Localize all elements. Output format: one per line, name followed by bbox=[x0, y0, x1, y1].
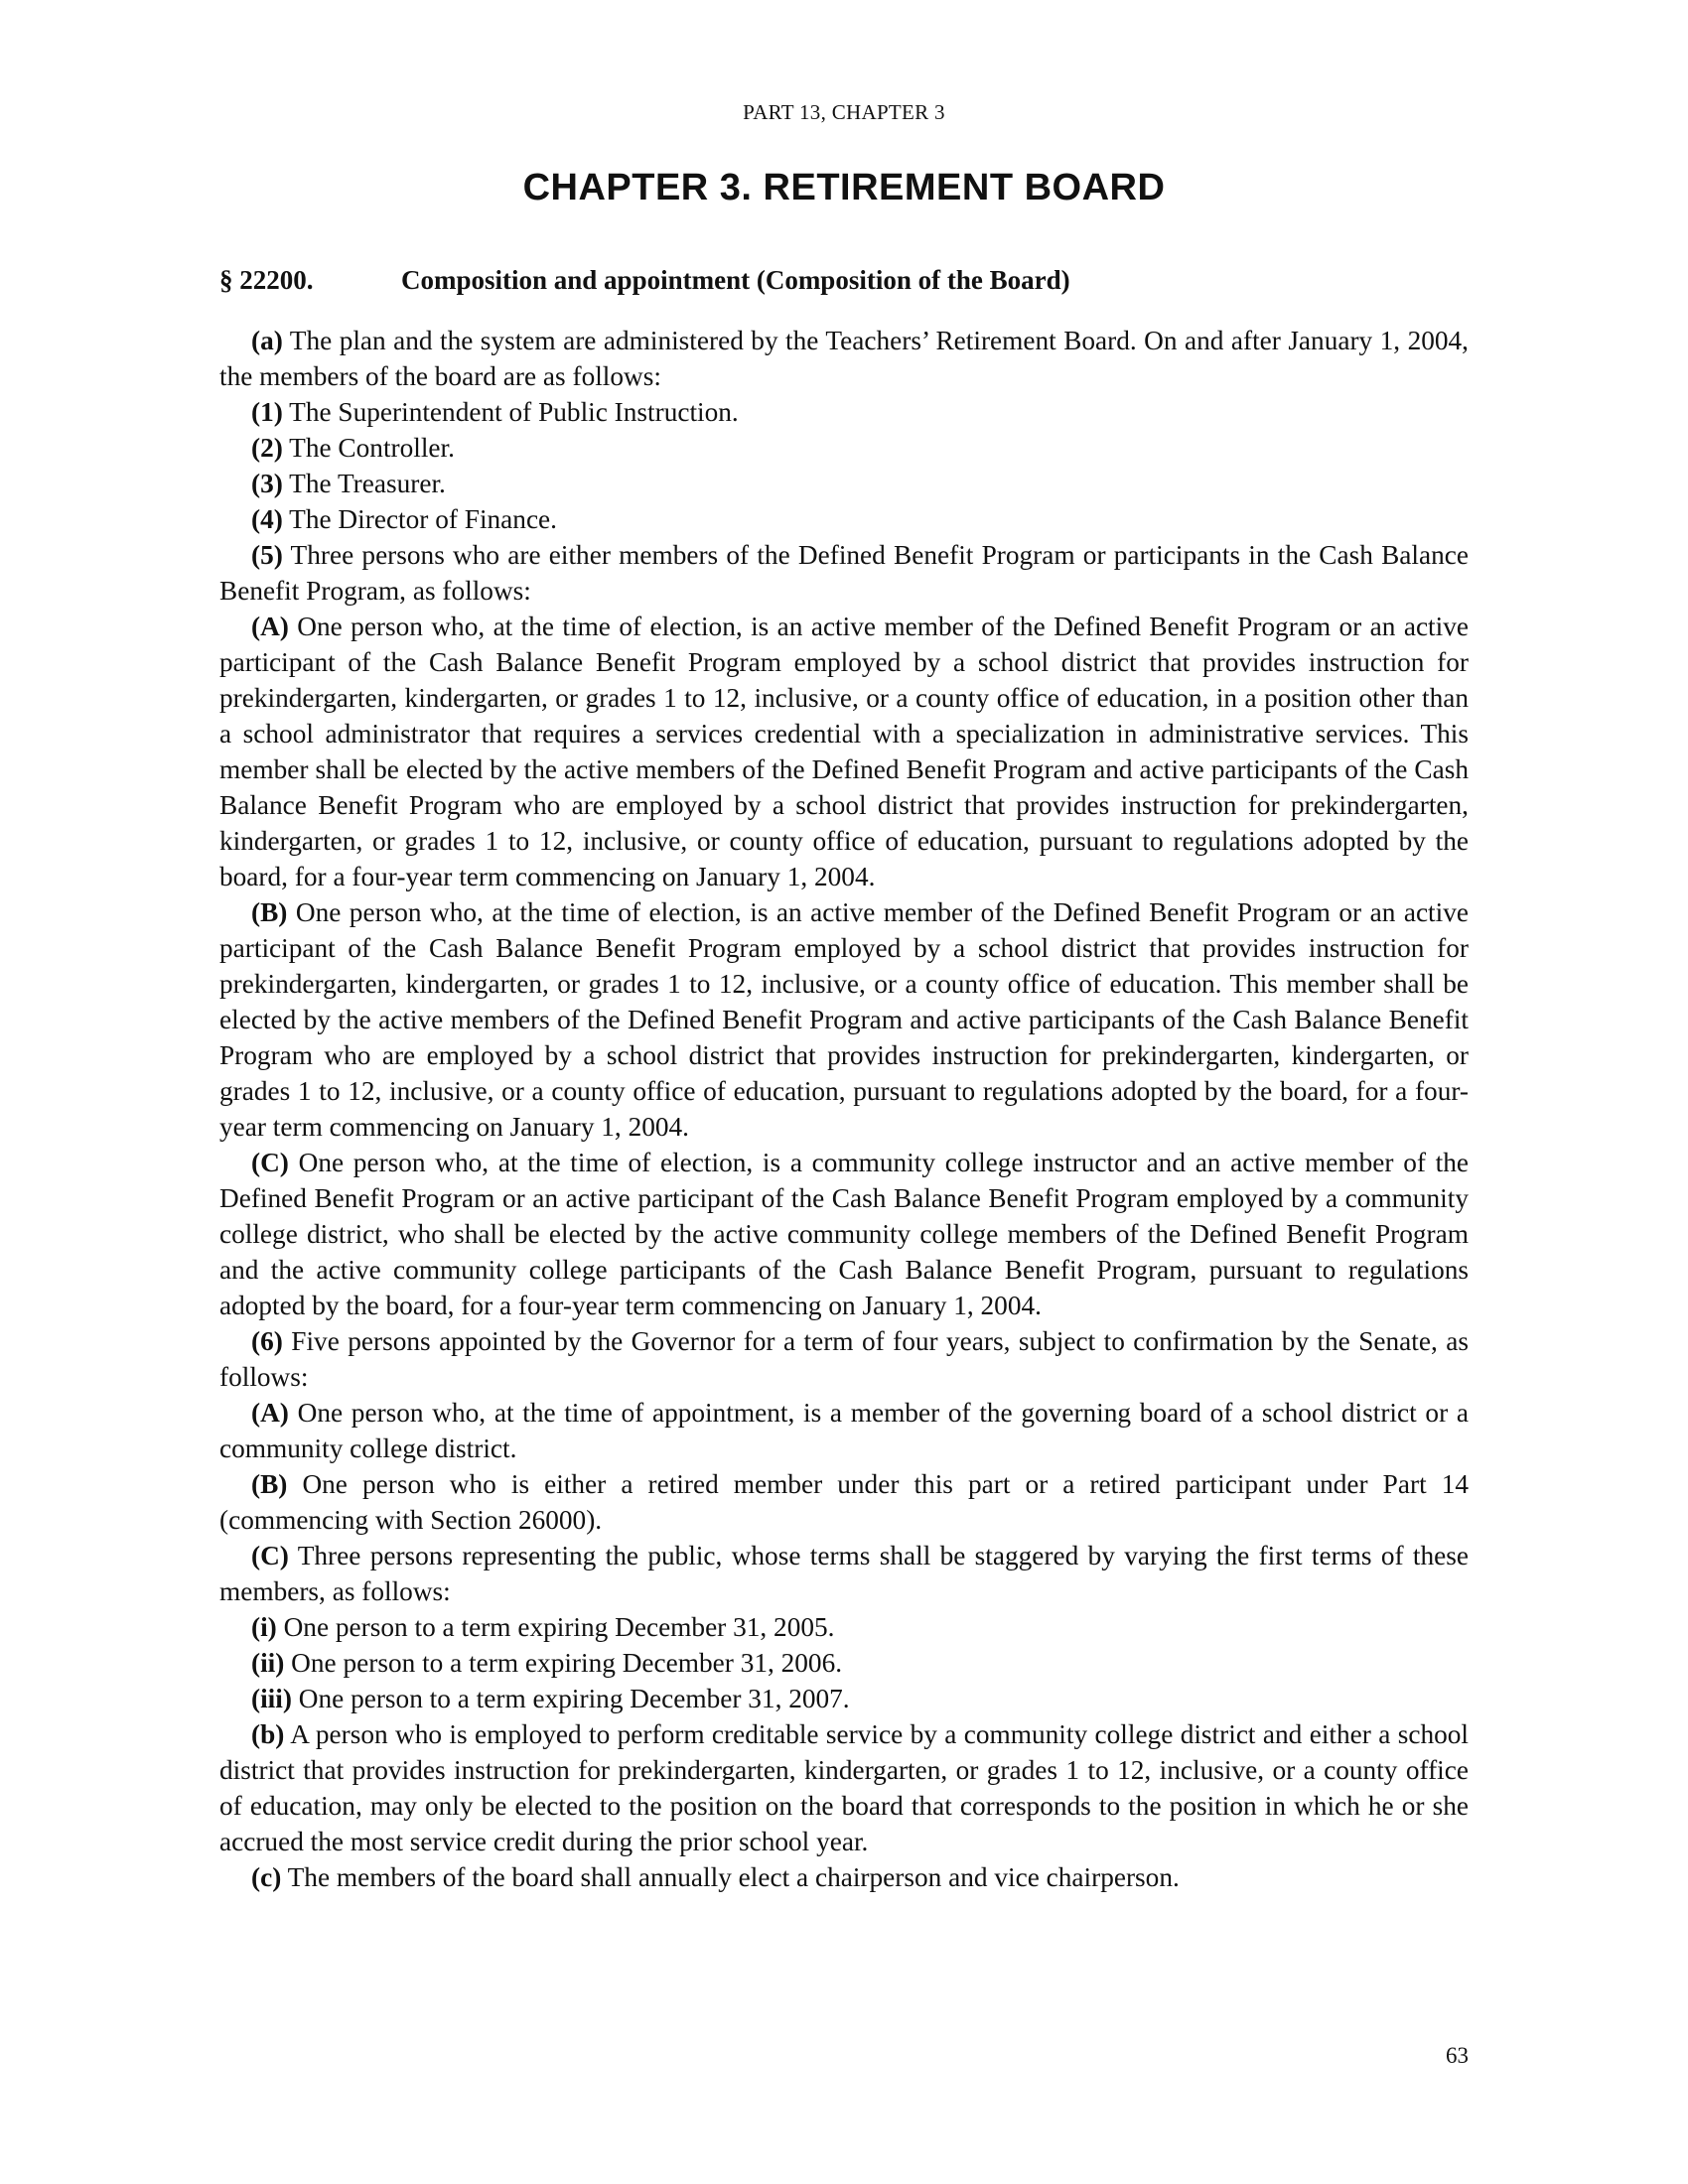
paragraph-6-C bbox=[219, 1538, 1469, 1609]
running-header: PART 13, CHAPTER 3 bbox=[743, 100, 945, 124]
paragraph-text: The plan and the system are administered by the Teachers’ Retirement Board. On and after January 1, 2004, the members of the board are as follows: bbox=[219, 326, 1469, 391]
paragraph-label: (A) bbox=[251, 1398, 289, 1428]
paragraph-text: One person to a term expiring December 31, 2005. bbox=[276, 1612, 835, 1642]
paragraph-6-A bbox=[219, 1395, 1469, 1466]
paragraph-text: The Controller. bbox=[282, 433, 455, 463]
paragraph-label: (6) bbox=[251, 1326, 283, 1356]
paragraph-label: (4) bbox=[251, 504, 283, 534]
paragraph-text: The members of the board shall annually elect a chairperson and vice chairperson. bbox=[281, 1862, 1180, 1892]
paragraph-text: One person to a term expiring December 31, 2006. bbox=[284, 1648, 843, 1678]
paragraph-2 bbox=[219, 430, 1469, 466]
paragraph-label: (a) bbox=[251, 326, 283, 355]
paragraph-label: (5) bbox=[251, 540, 283, 570]
paragraph-text: One person who is either a retired member under this part or a retired participant under Part 14 (commencing with Section 26000). bbox=[219, 1469, 1469, 1535]
page-number: 63 bbox=[1446, 2043, 1469, 2068]
paragraph-a bbox=[219, 323, 1469, 394]
paragraph-text: A person who is employed to perform creditable service by a community college district and either a school district that provides instruction for prekindergarten, kindergarten, or grades 1 to 12, inclusive, or a county office of education, may only be elected to the position on the board that corresponds to the position in which he or she accrued the most service credit during the prior school year. bbox=[219, 1719, 1469, 1856]
paragraph-text: One person who, at the time of appointment, is a member of the governing board of a school district or a community college district. bbox=[219, 1398, 1469, 1463]
paragraph-text: One person who, at the time of election, is an active member of the Defined Benefit Program or an active participant of the Cash Balance Benefit Program employed by a school district that provides instruction for prekindergarten, kindergarten, or grades 1 to 12, inclusive, or a county office of education. This member shall be elected by the active members of the Defined Benefit Program and active participants of the Cash Balance Benefit Program who are employed by a school district that provides instruction for prekindergarten, kindergarten, or grades 1 to 12, inclusive, or a county office of education, pursuant to regulations adopted by the board, for a four-year term commencing on January 1, 2004. bbox=[219, 897, 1469, 1142]
paragraph-text: Three persons representing the public, whose terms shall be staggered by varying the first terms of these members, as follows: bbox=[219, 1541, 1469, 1606]
paragraph-5-A bbox=[219, 609, 1469, 894]
paragraph-6-C-ii bbox=[219, 1645, 1469, 1681]
paragraph-text: The Director of Finance. bbox=[282, 504, 557, 534]
paragraph-label: (B) bbox=[251, 897, 288, 927]
paragraph-3 bbox=[219, 466, 1469, 501]
paragraph-label: (A) bbox=[251, 612, 289, 641]
paragraph-text: Five persons appointed by the Governor for a term of four years, subject to confirmation by the Senate, as follows: bbox=[219, 1326, 1469, 1392]
paragraph-text: One person to a term expiring December 31, 2007. bbox=[291, 1684, 850, 1713]
paragraph-text: One person who, at the time of election, is an active member of the Defined Benefit Program or an active participant of the Cash Balance Benefit Program employed by a school district that provides instruction for prekindergarten, kindergarten, or grades 1 to 12, inclusive, or a county office of education, in a position other than a school administrator that requires a services credential with a specialization in administrative services. This member shall be elected by the active members of the Defined Benefit Program and active participants of the Cash Balance Benefit Program who are employed by a school district that provides instruction for prekindergarten, kindergarten, or grades 1 to 12, inclusive, or county office of education, pursuant to regulations adopted by the board, for a four-year term commencing on January 1, 2004. bbox=[219, 612, 1469, 891]
paragraph-label: (2) bbox=[251, 433, 283, 463]
paragraph-6-B bbox=[219, 1466, 1469, 1538]
paragraph-1 bbox=[219, 394, 1469, 430]
paragraph-label: (B) bbox=[251, 1469, 288, 1499]
paragraph-4 bbox=[219, 501, 1469, 537]
section-body bbox=[219, 323, 1469, 1895]
paragraph-5 bbox=[219, 537, 1469, 609]
paragraph-label: (i) bbox=[251, 1612, 277, 1642]
paragraph-text: One person who, at the time of election, is a community college instructor and an active member of the Defined Benefit Program or an active participant of the Cash Balance Benefit Program employed by a community college district, who shall be elected by the active community college members of the Defined Benefit Program and the active community college participants of the Cash Balance Benefit Program, pursuant to regulations adopted by the board, for a four-year term commencing on January 1, 2004. bbox=[219, 1148, 1469, 1320]
paragraph-label: (ii) bbox=[251, 1648, 285, 1678]
paragraph-6-C-iii bbox=[219, 1681, 1469, 1716]
chapter-title: CHAPTER 3. RETIREMENT BOARD bbox=[522, 167, 1166, 208]
paragraph-label: (iii) bbox=[251, 1684, 292, 1713]
paragraph-c bbox=[219, 1859, 1469, 1895]
paragraph-b bbox=[219, 1716, 1469, 1859]
paragraph-5-B bbox=[219, 894, 1469, 1145]
paragraph-6 bbox=[219, 1323, 1469, 1395]
section-heading bbox=[219, 265, 1070, 296]
paragraph-text: The Treasurer. bbox=[282, 469, 446, 498]
section-number: § 22200. bbox=[219, 265, 314, 295]
paragraph-label: (C) bbox=[251, 1148, 289, 1177]
paragraph-text: The Superintendent of Public Instruction. bbox=[282, 397, 739, 427]
paragraph-label: (1) bbox=[251, 397, 283, 427]
paragraph-text: Three persons who are either members of the Defined Benefit Program or participants in the Cash Balance Benefit Program, as follows: bbox=[219, 540, 1469, 606]
section-title: Composition and appointment (Composition of the Board) bbox=[401, 265, 1070, 295]
paragraph-label: (C) bbox=[251, 1541, 289, 1570]
paragraph-6-C-i bbox=[219, 1609, 1469, 1645]
paragraph-label: (3) bbox=[251, 469, 283, 498]
paragraph-5-C bbox=[219, 1145, 1469, 1323]
paragraph-label: (c) bbox=[251, 1862, 282, 1892]
paragraph-label: (b) bbox=[251, 1719, 285, 1749]
